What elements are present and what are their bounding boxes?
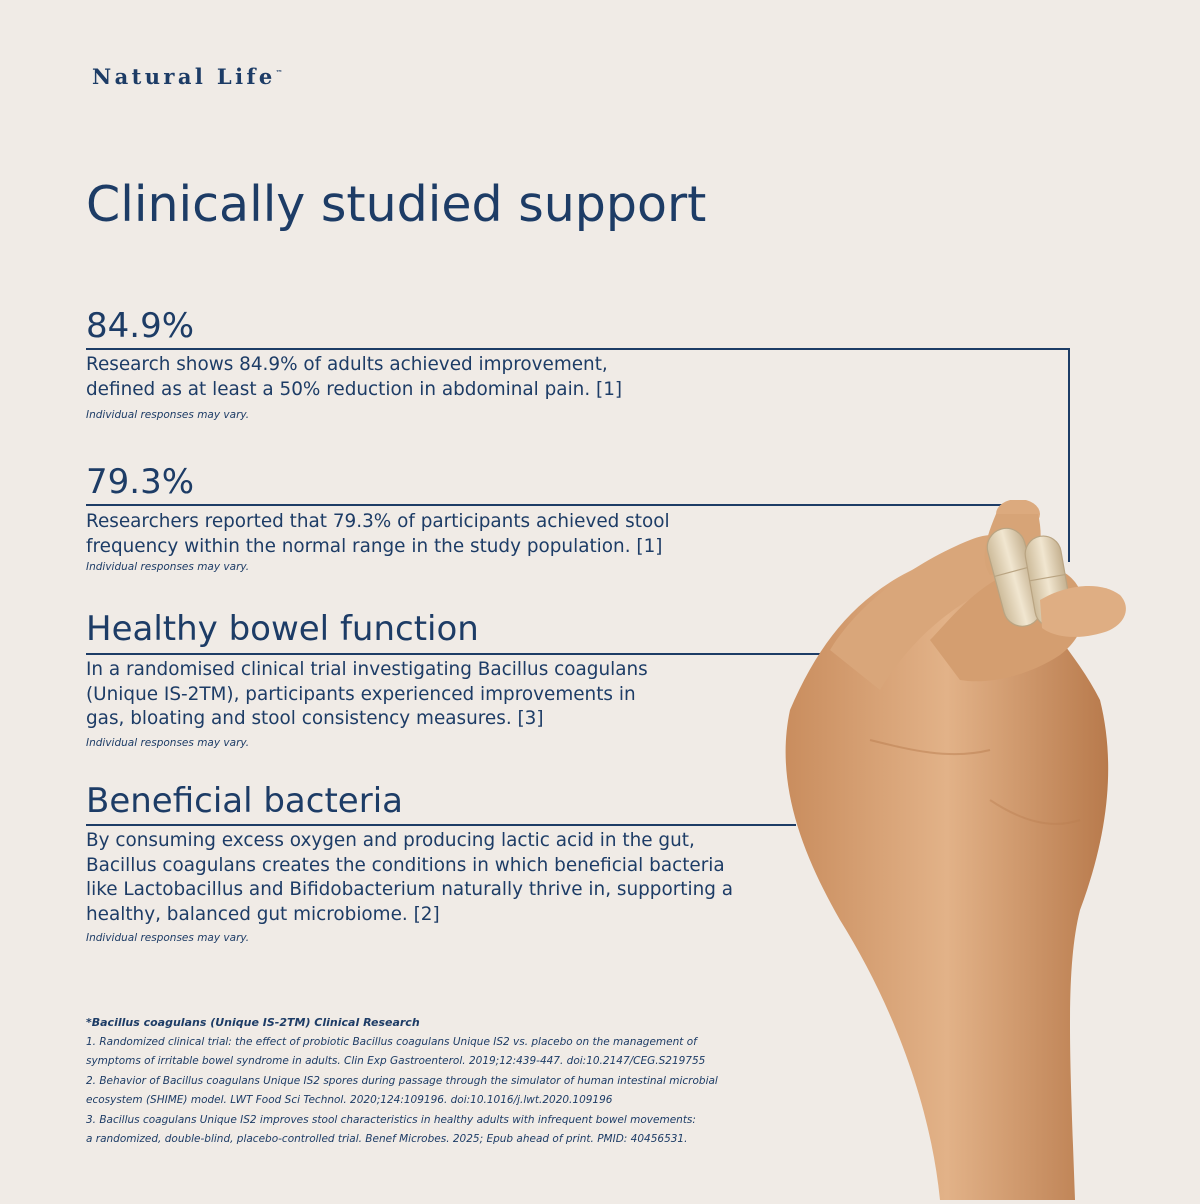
reference-line: ecosystem (SHIME) model. LWT Food Sci Technol. 2020;124:109196. doi:10.1016/j.lwt.2020.109196	[86, 1094, 613, 1107]
description-line: frequency within the normal range in the study population. [1]	[86, 535, 663, 557]
reference-line: 3. Bacillus coagulans Unique IS2 improves stool characteristics in healthy adults with infrequent bowel movements:	[86, 1113, 696, 1126]
stat-description-84	[86, 353, 622, 402]
trademark-symbol: ™	[275, 68, 283, 77]
references-title: *Bacillus coagulans (Unique IS-2TM) Clinical Research	[86, 1016, 420, 1029]
reference-line: 2. Behavior of Bacillus coagulans Unique IS2 spores during passage through the simulator of human intestinal microbial	[86, 1074, 718, 1087]
references-block	[86, 1013, 786, 1149]
healthy-bowel-heading: Healthy bowel function	[86, 609, 479, 649]
healthy-bowel-description	[86, 658, 648, 732]
description-line: defined as at least a 50% reduction in abdominal pain. [1]	[86, 378, 623, 400]
description-line: (Unique IS-2TM), participants experienced improvements in	[86, 683, 636, 705]
description-line: By consuming excess oxygen and producing lactic acid in the gut,	[86, 830, 695, 851]
description-line: Researchers reported that 79.3% of participants achieved stool	[86, 511, 670, 532]
stat-heading-79: 79.3%	[86, 462, 195, 502]
disclaimer-note: Individual responses may vary.	[86, 737, 250, 749]
page-title: Clinically studied support	[86, 176, 707, 233]
divider-line	[86, 824, 796, 826]
beneficial-bacteria-heading: Beneficial bacteria	[86, 781, 403, 821]
description-line: In a randomised clinical trial investigating Bacillus coagulans	[86, 659, 648, 680]
disclaimer-note: Individual responses may vary.	[86, 932, 250, 944]
stat-description-79	[86, 510, 670, 559]
description-line: healthy, balanced gut microbiome. [2]	[86, 903, 440, 925]
description-line: Bacillus coagulans creates the conditions in which beneficial bacteria	[86, 854, 725, 876]
stat-heading-84: 84.9%	[86, 306, 195, 346]
beneficial-bacteria-description	[86, 829, 733, 927]
hand-holding-capsules-image	[780, 500, 1180, 1200]
reference-line: a randomized, double-blind, placebo-controlled trial. Benef Microbes. 2025; Epub ahead of print. PMID: 40456531.	[86, 1133, 688, 1146]
brand-logo	[92, 64, 283, 89]
disclaimer-note: Individual responses may vary.	[86, 409, 250, 421]
disclaimer-note: Individual responses may vary.	[86, 561, 250, 573]
divider-line	[86, 348, 1070, 350]
reference-line: symptoms of irritable bowel syndrome in adults. Clin Exp Gastroenterol. 2019;12:439-447. doi:10.2147/CEG.S219755	[86, 1055, 706, 1068]
description-line: like Lactobacillus and Bifidobacterium naturally thrive in, supporting a	[86, 879, 734, 900]
brand-name: Natural Life	[92, 64, 276, 89]
hand-icon	[780, 500, 1180, 1200]
description-line: Research shows 84.9% of adults achieved improvement,	[86, 354, 608, 375]
divider-line	[86, 653, 836, 655]
description-line: gas, bloating and stool consistency measures. [3]	[86, 708, 544, 729]
reference-line: 1. Randomized clinical trial: the effect of probiotic Bacillus coagulans Unique IS2 vs. placebo on the management of	[86, 1036, 697, 1048]
